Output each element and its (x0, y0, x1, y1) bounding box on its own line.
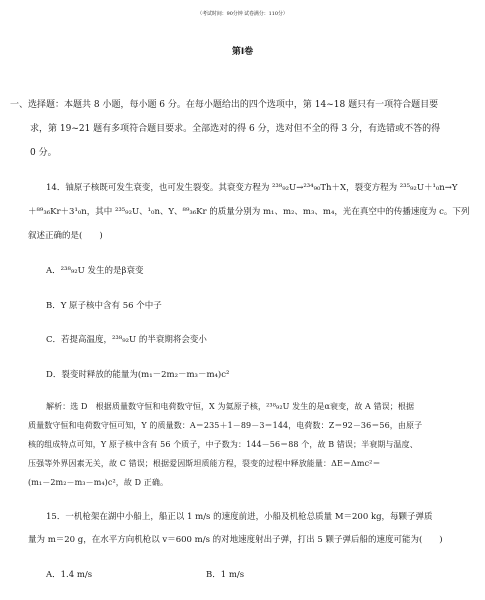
q14-solution-line-4: 压强等外界因素无关，故 C 错误；根据爱因斯坦质能方程，裂变的过程中释放能量：ΔE＝Δmc²＝ (28, 459, 381, 468)
instructions-line-2: 求，第 19~21 题有多项符合题目要求。全部选对的得 6 分，选对但不全的得 3 分，有选错或不答的得 (30, 124, 441, 134)
instructions-line-1: 一、选择题：本题共 8 小题，每小题 6 分。在每小题给出的四个选项中，第 14~18 题只有一项符合题目要 (10, 100, 439, 110)
q14-stem-line-3: 叙述正确的是( ) (28, 231, 103, 241)
q15-option-a: A．1.4 m/s (46, 570, 93, 580)
instructions-line-3: 0 分。 (30, 148, 57, 158)
q14-solution-line-2: 质量数守恒和电荷数守恒可知，Y 的质量数：A＝235＋1－89－3＝144，电荷数：Z＝92－36＝56，由原子 (28, 421, 423, 430)
q14-solution-line-1: 解析：选 D 根据质量数守恒和电荷数守恒，X 为氦原子核，²³⁸₉₂U 发生的是α衰变，故 A 错误；根据 (46, 402, 415, 411)
q15-option-b: B．1 m/s (206, 570, 245, 580)
exam-info: （考试时间：90分钟 试卷满分：110分） (197, 11, 288, 17)
q15-stem-line-1: 15．一机枪架在湖中小船上，船正以 1 m/s 的速度前进，小船及机枪总质量 M＝200 kg，每颗子弹质 (46, 512, 433, 522)
q15-stem-line-2: 量为 m＝20 g，在水平方向机枪以 v＝600 m/s 的对地速度射出子弹，打出 5 颗子弹后船的速度可能为( ) (28, 535, 443, 545)
q14-option-c: C．若提高温度，²³⁸₉₂U 的半衰期将会变小 (46, 335, 207, 345)
section-title: 第Ⅰ卷 (231, 47, 254, 57)
q14-solution-line-5: (m₁－2m₂－m₃－m₄)c²，故 D 正确。 (28, 478, 169, 487)
q14-stem-line-1: 14．铀原子核既可发生衰变，也可发生裂变。其衰变方程为 ²³⁸₉₂U→²³⁴₉₀Th＋X，裂变方程为 ²³⁵₉₂U＋¹₀n→Y (46, 183, 458, 193)
q14-stem-line-2: ＋⁸⁹₃₆Kr＋3¹₀n，其中 ²³⁵₉₂U、¹₀n、Y、⁸⁹₃₆Kr 的质量分别为 m₁、m₂、m₃、m₄，光在真空中的传播速度为 c。下列 (28, 207, 470, 217)
q14-solution-line-3: 核的组成特点可知，Y 原子核中含有 56 个质子，中子数为：144－56＝88 个，故 B 错误；半衰期与温度、 (28, 440, 418, 449)
q14-option-d: D．裂变时释放的能量为(m₁－2m₂－m₃－m₄)c² (46, 370, 230, 380)
q14-option-a: A．²³⁸₉₂U 发生的是β衰变 (46, 266, 144, 276)
q14-option-b: B．Y 原子核中含有 56 个中子 (46, 301, 162, 311)
